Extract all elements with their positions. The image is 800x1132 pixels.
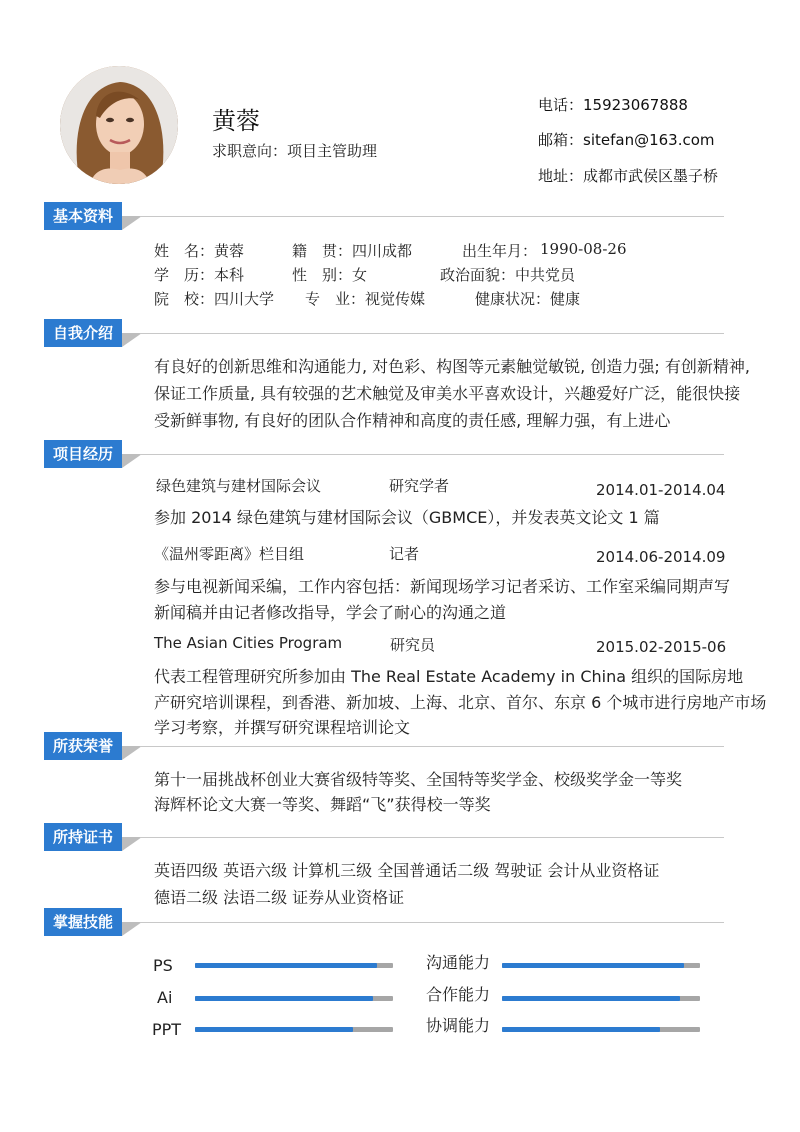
skill-bar-fill xyxy=(195,996,373,1001)
section-tab-shadow xyxy=(122,922,142,936)
section-divider xyxy=(140,922,724,923)
skill-bar-communication xyxy=(502,963,700,968)
project-date: 2014.06-2014.09 xyxy=(596,548,726,566)
skill-label-ai: Ai xyxy=(157,988,173,1007)
section-tab-shadow xyxy=(122,333,142,347)
job-intent: 求职意向：项目主管助理 xyxy=(212,142,378,160)
contact-address: 地址：成都市武侯区墨子桥 xyxy=(538,167,719,185)
project-name: 《温州零距离》栏目组 xyxy=(154,545,305,563)
cert-line: 英语四级 英语六级 计算机三级 全国普通话二级 驾驶证 会计从业资格证 xyxy=(154,861,660,880)
skill-bar-fill xyxy=(195,963,377,968)
section-tab-shadow xyxy=(122,216,142,230)
section-tab-shadow xyxy=(122,454,142,468)
project-date: 2015.02-2015-06 xyxy=(596,638,727,656)
project-desc-line: 学习考察，并撰写研究课程培训论文 xyxy=(154,718,411,737)
skill-bar-fill xyxy=(195,1027,353,1032)
contact-email: 邮箱：sitefan@163.com xyxy=(538,131,715,149)
avatar-photo xyxy=(60,66,178,184)
section-tab-shadow xyxy=(122,746,142,760)
section-divider xyxy=(140,216,724,217)
honor-line: 第十一届挑战杯创业大赛省级特等奖、全国特等奖学金、校级奖学金一等奖 xyxy=(154,770,683,789)
section-title-certs: 所持证书 xyxy=(44,823,122,851)
contact-phone: 电话：15923067888 xyxy=(538,96,688,114)
intro-line: 有良好的创新思维和沟通能力, 对色彩、构图等元素触觉敏锐, 创造力强; 有创新精神, xyxy=(154,357,750,376)
section-title-basic: 基本资料 xyxy=(44,202,122,230)
basic-birth-label: 出生年月： xyxy=(462,242,538,260)
project-desc-line: 参与电视新闻采编，工作内容包括：新闻现场学习记者采访、工作室采编同期声写 xyxy=(154,577,731,596)
project-role: 研究员 xyxy=(390,636,436,654)
basic-major: 专 业：视觉传媒 xyxy=(305,290,426,308)
skill-bar-ps xyxy=(195,963,393,968)
section-divider xyxy=(140,837,724,838)
project-desc-line: 产研究培训课程，到香港、新加坡、上海、北京、首尔、东京 6 个城市进行房地产市场 xyxy=(154,693,767,712)
basic-politics: 政治面貌：中共党员 xyxy=(440,266,576,284)
section-title-projects: 项目经历 xyxy=(44,440,122,468)
project-desc-line: 新闻稿并由记者修改指导，学会了耐心的沟通之道 xyxy=(154,603,507,622)
project-date: 2014.01-2014.04 xyxy=(596,481,726,499)
honor-line: 海辉杯论文大赛一等奖、舞蹈“飞”获得校一等奖 xyxy=(154,795,491,814)
skill-label-ppt: PPT xyxy=(152,1020,182,1039)
project-role: 研究学者 xyxy=(389,477,450,495)
skill-bar-ppt xyxy=(195,1027,393,1032)
cert-line: 德语二级 法语二级 证券从业资格证 xyxy=(154,888,405,907)
skill-label-communication: 沟通能力 xyxy=(426,953,491,972)
project-name: The Asian Cities Program xyxy=(154,634,343,652)
project-name: 绿色建筑与建材国际会议 xyxy=(156,477,322,495)
skill-bar-ai xyxy=(195,996,393,1001)
section-tab-shadow xyxy=(122,837,142,851)
applicant-name: 黄蓉 xyxy=(212,107,260,135)
skill-label-ps: PS xyxy=(153,956,173,975)
project-role: 记者 xyxy=(389,545,420,563)
section-divider xyxy=(140,746,724,747)
skill-label-coordination: 协调能力 xyxy=(426,1016,491,1035)
basic-name: 姓 名：黄蓉 xyxy=(154,242,245,260)
section-title-honors: 所获荣誉 xyxy=(44,732,122,760)
basic-gender: 性 别：女 xyxy=(292,266,368,284)
skill-label-cooperation: 合作能力 xyxy=(426,985,491,1004)
skill-bar-coordination xyxy=(502,1027,700,1032)
intro-line: 保证工作质量, 具有较强的艺术触觉及审美水平喜欢设计，兴趣爱好广泛，能很快接 xyxy=(154,384,741,403)
project-desc-line: 代表工程管理研究所参加由 The Real Estate Academy in China 组织的国际房地 xyxy=(154,667,744,686)
basic-school: 院 校：四川大学 xyxy=(154,290,275,308)
skill-bar-fill xyxy=(502,963,684,968)
basic-native: 籍 贯：四川成都 xyxy=(292,242,413,260)
skill-bar-fill xyxy=(502,1027,660,1032)
skill-bar-cooperation xyxy=(502,996,700,1001)
section-title-skills: 掌握技能 xyxy=(44,908,122,936)
intro-line: 受新鲜事物, 有良好的团队合作精神和高度的责任感, 理解力强，有上进心 xyxy=(154,411,671,430)
skill-bar-fill xyxy=(502,996,680,1001)
section-divider xyxy=(140,333,724,334)
section-divider xyxy=(140,454,724,455)
basic-birth-value: 1990-08-26 xyxy=(540,240,627,258)
section-title-intro: 自我介绍 xyxy=(44,319,122,347)
project-desc-line: 参加 2014 绿色建筑与建材国际会议（GBMCE），并发表英文论文 1 篇 xyxy=(154,508,660,527)
basic-health: 健康状况：健康 xyxy=(475,290,581,308)
basic-education: 学 历：本科 xyxy=(154,266,245,284)
